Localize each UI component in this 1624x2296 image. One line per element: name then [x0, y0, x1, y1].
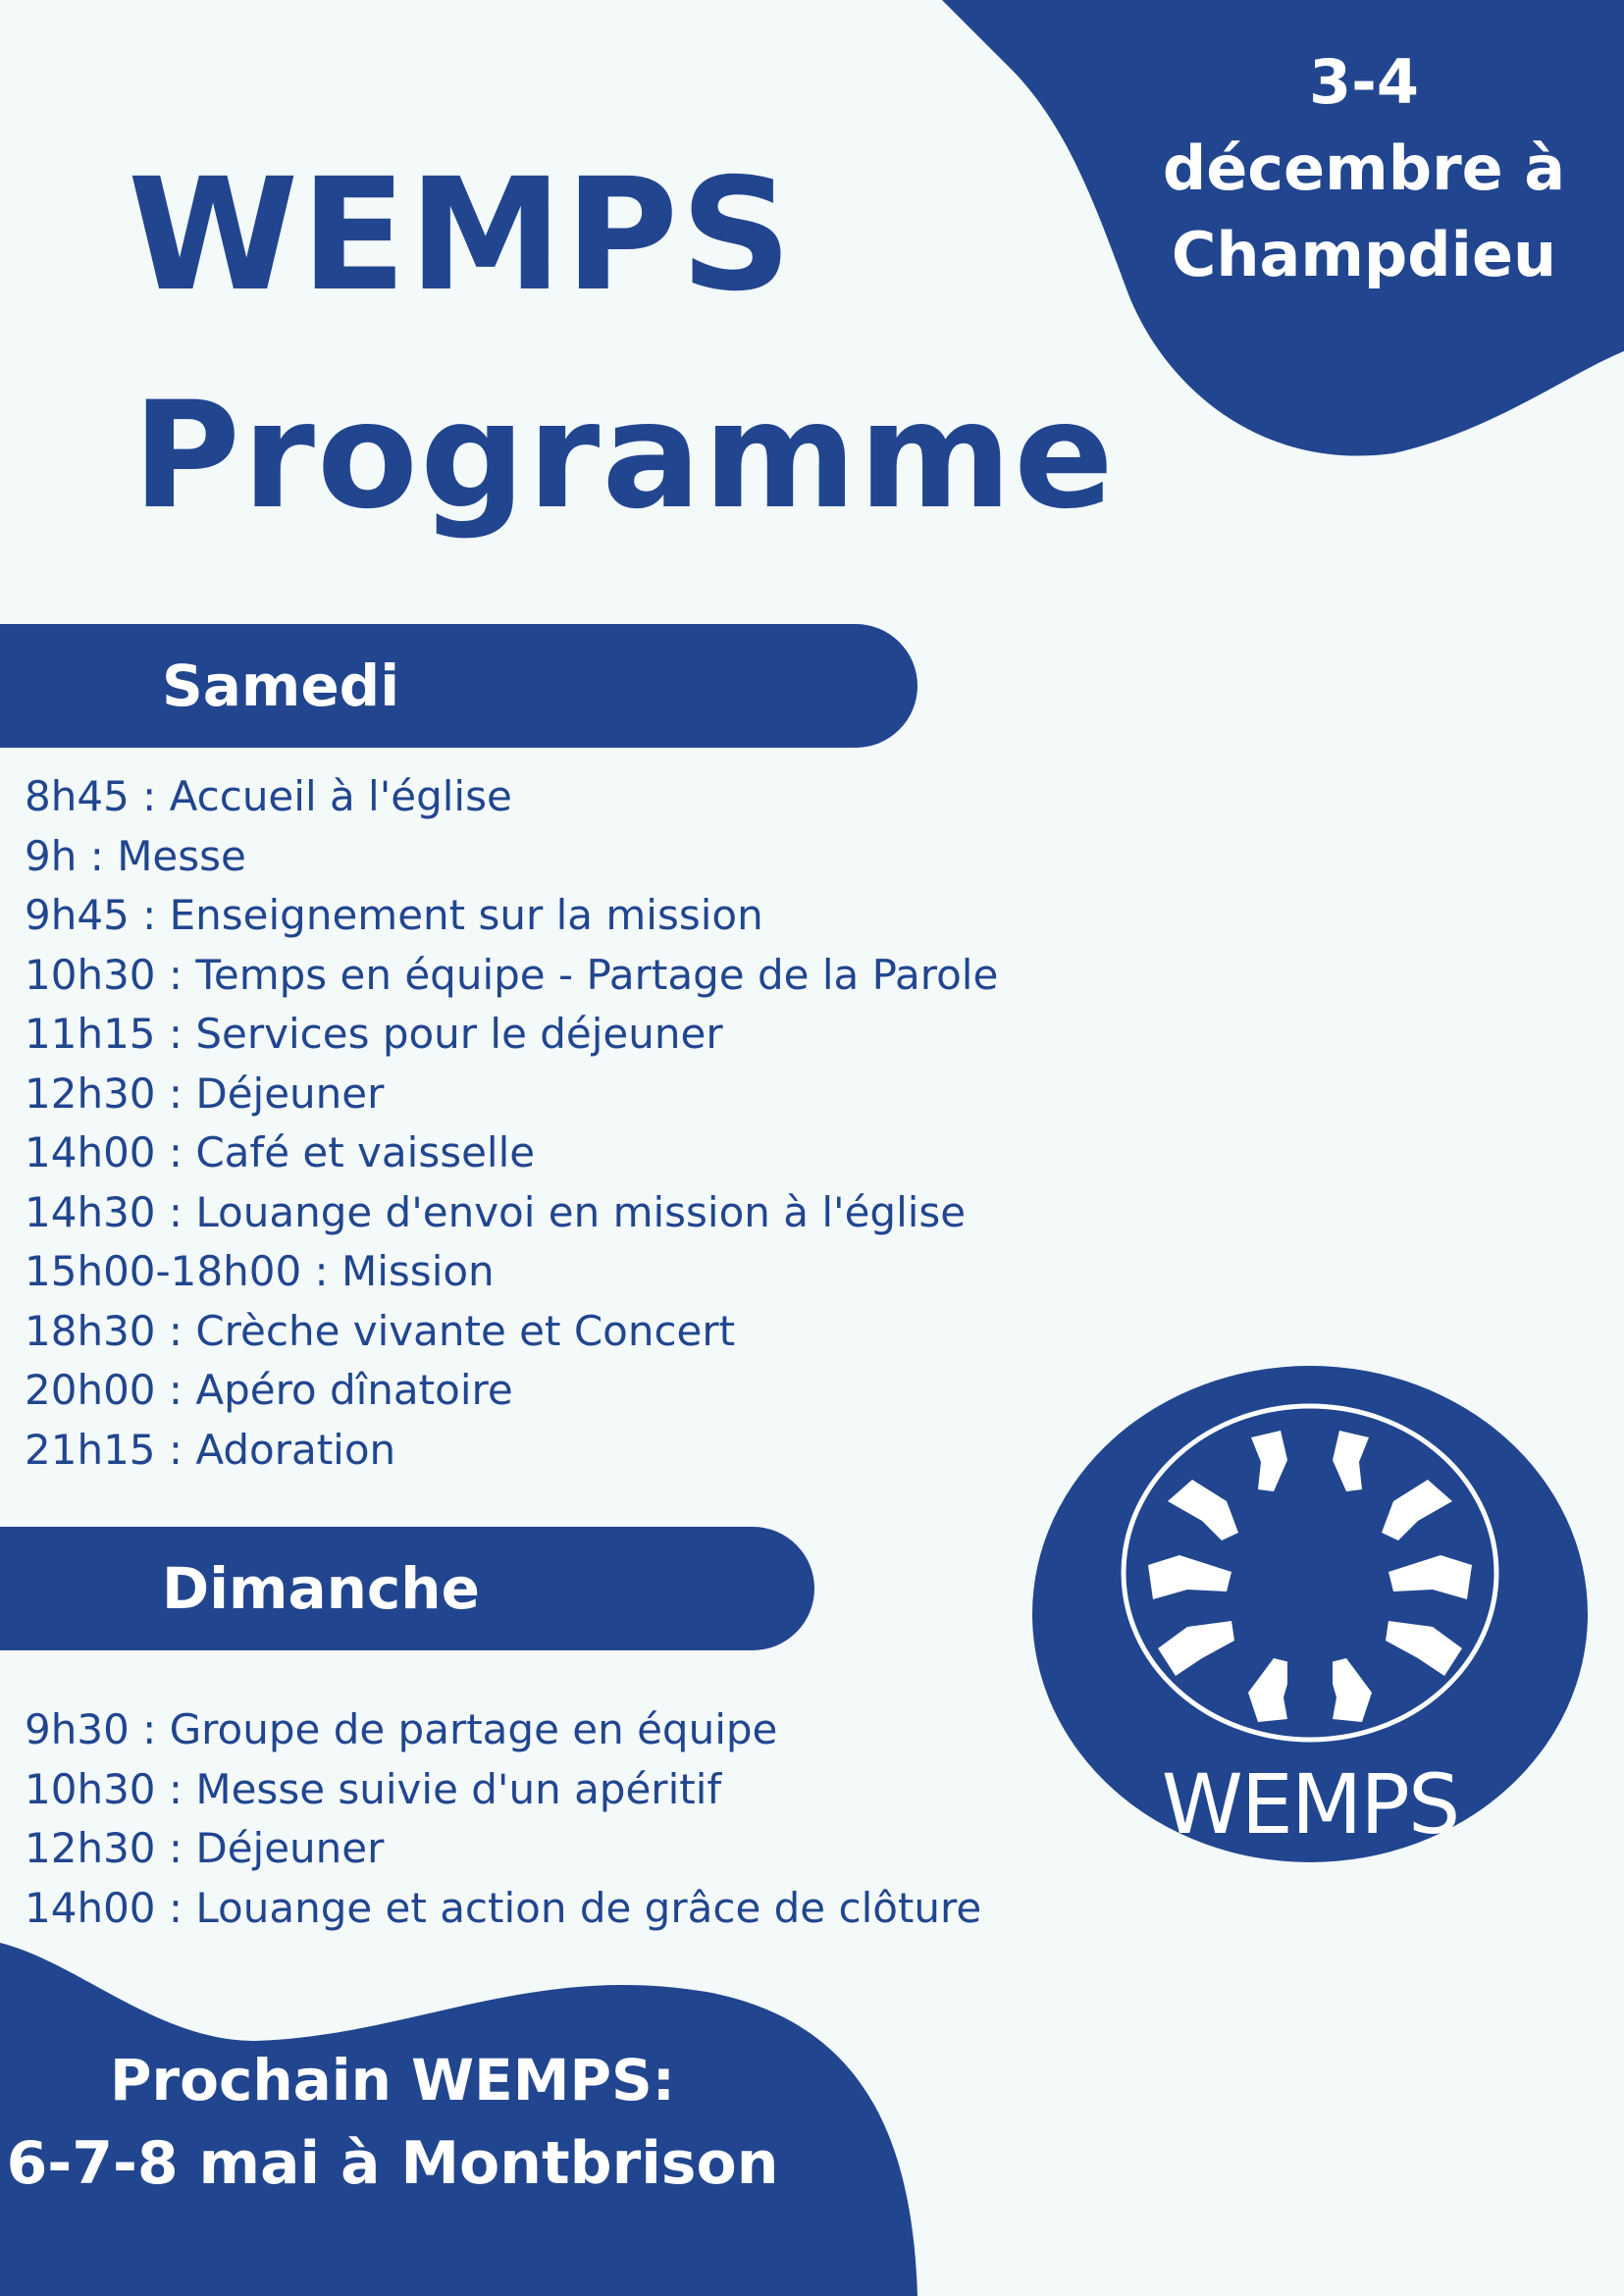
schedule-item: 14h30 : Louange d'envoi en mission à l'église: [25, 1187, 967, 1236]
page-title-programme: Programme: [132, 371, 1116, 542]
schedule-item: 10h30 : Temps en équipe - Partage de la Parole: [25, 950, 999, 999]
date-line-2: décembre à: [1162, 132, 1566, 204]
schedule-item: 10h30 : Messe suivie d'un apéritif: [25, 1764, 722, 1813]
logo-text: WEMPS: [1161, 1756, 1459, 1852]
schedule-item: 18h30 : Crèche vivante et Concert: [25, 1306, 736, 1355]
date-line-1: 3-4: [1308, 46, 1419, 118]
page-title-wemps: WEMPS: [128, 145, 795, 326]
schedule-item: 12h30 : Déjeuner: [25, 1069, 385, 1118]
schedule-item: 11h15 : Services pour le déjeuner: [25, 1010, 723, 1058]
schedule-item: 14h00 : Café et vaisselle: [25, 1128, 536, 1176]
schedule-item: 9h45 : Enseignement sur la mission: [25, 891, 763, 939]
schedule-item: 20h00 : Apéro dînatoire: [25, 1366, 513, 1414]
event-date: [1143, 39, 1585, 298]
date-line-3: Champdieu: [1171, 219, 1557, 290]
saturday-schedule: [25, 767, 998, 1480]
schedule-item: 14h00 : Louange et action de grâce de clôture: [25, 1883, 982, 1932]
schedule-item: 15h00-18h00 : Mission: [25, 1247, 495, 1295]
sunday-label: Dimanche: [162, 1555, 480, 1622]
wemps-logo: [1030, 1364, 1590, 1864]
sunday-schedule: [25, 1700, 981, 1938]
schedule-item: 12h30 : Déjeuner: [25, 1824, 385, 1872]
schedule-item: 9h30 : Groupe de partage en équipe: [25, 1705, 778, 1753]
saturday-label: Samedi: [162, 652, 400, 719]
schedule-item: 21h15 : Adoration: [25, 1425, 396, 1474]
saturday-banner: [0, 624, 917, 748]
schedule-item: 9h : Messe: [25, 831, 246, 880]
next-event-date: 6-7-8 mai à Montbrison: [6, 2129, 779, 2198]
schedule-item: 8h45 : Accueil à l'église: [25, 772, 512, 820]
next-event-heading: Prochain WEMPS:: [110, 2047, 675, 2113]
sunday-banner: [0, 1527, 814, 1650]
